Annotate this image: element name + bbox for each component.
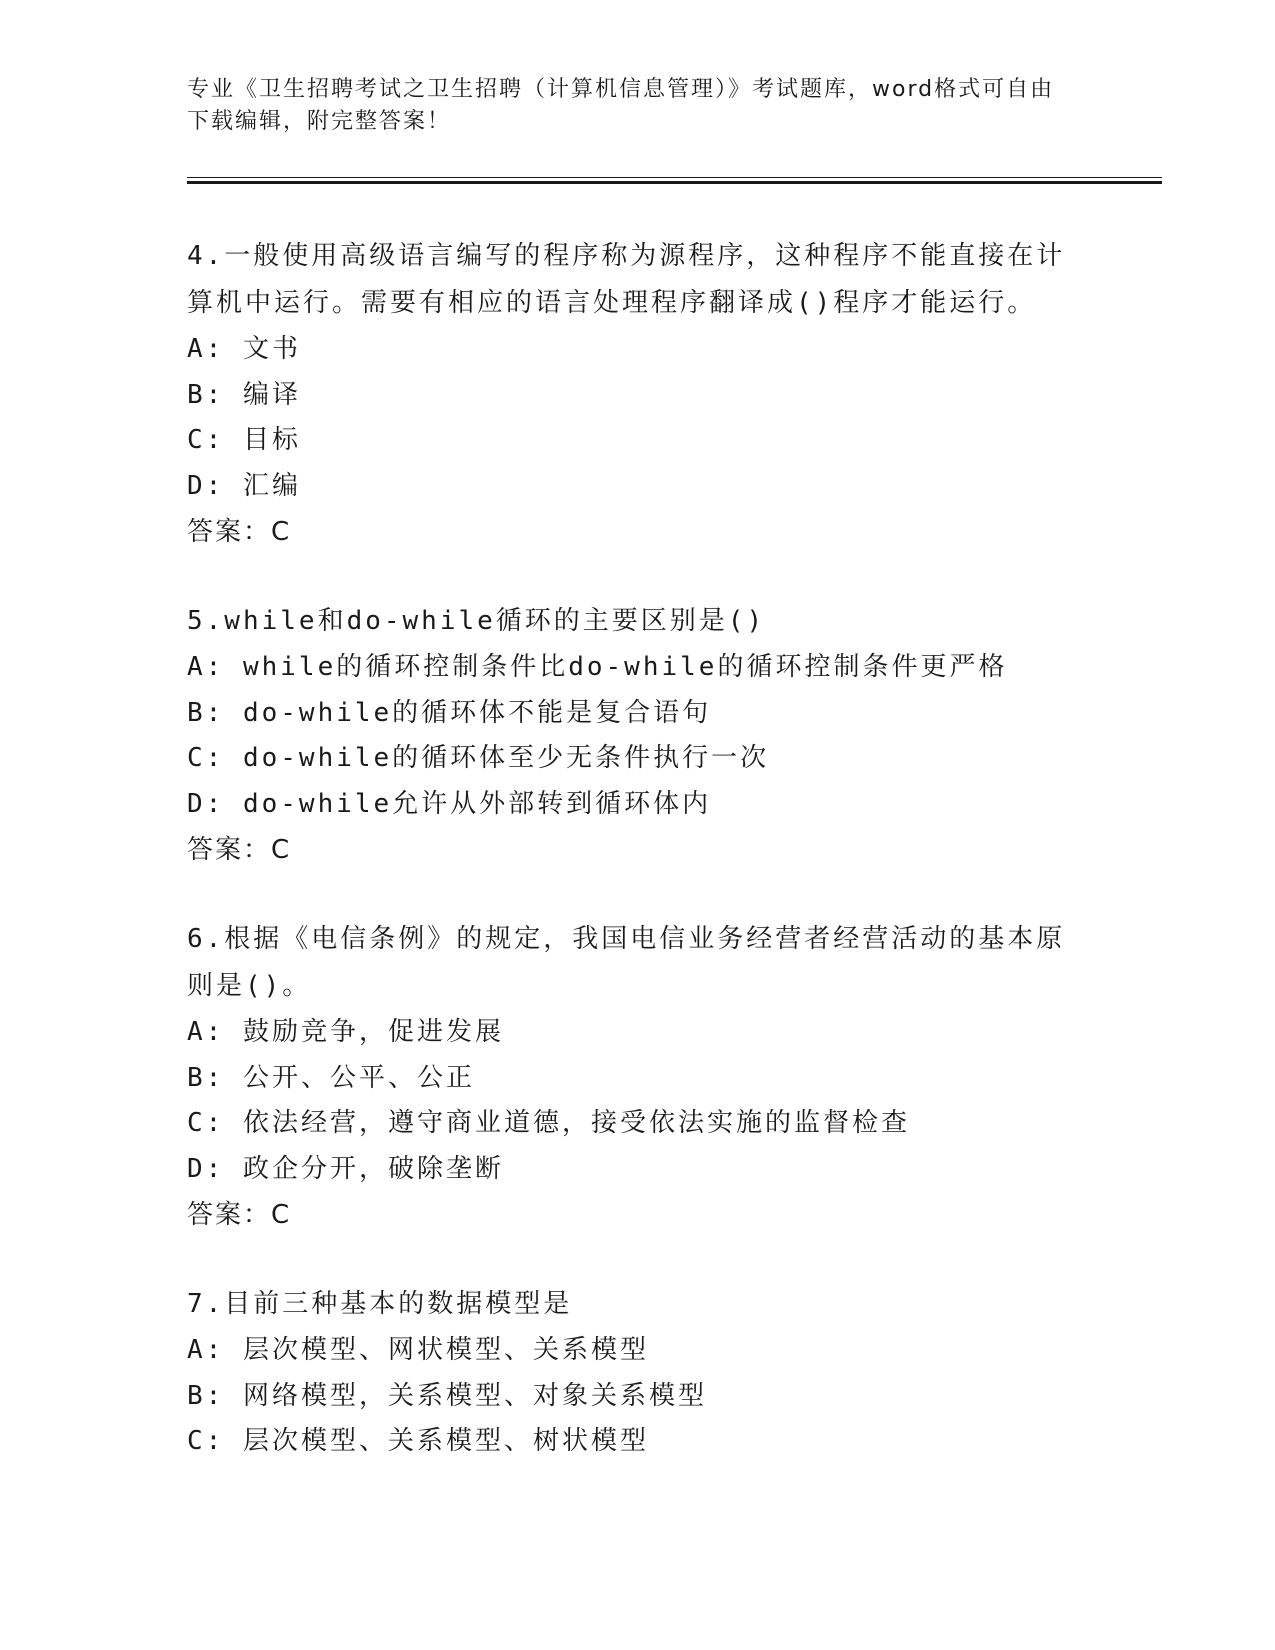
answer-line: 答案：C [187, 1200, 292, 1230]
option-b: B: 公开、公平、公正 [187, 1062, 475, 1093]
document-intro: 专业《卫生招聘考试之卫生招聘（计算机信息管理）》考试题库，word格式可自由下载编辑，附完整答案！ [187, 77, 1055, 134]
option-a: A: 文书 [187, 334, 301, 364]
option-b: B: 编译 [187, 379, 301, 410]
option-c: C: 依法经营，遵守商业道德，接受依法实施的监督检查 [187, 1108, 910, 1138]
header-divider-thin [187, 177, 1162, 178]
answer-line: 答案：C [187, 517, 292, 547]
question-5 [187, 598, 1087, 873]
option-d: D: 汇编 [187, 470, 301, 501]
question-list [187, 233, 1087, 1508]
question-7 [187, 1281, 1087, 1465]
option-a: A: 层次模型、网状模型、关系模型 [187, 1335, 649, 1365]
question-text: 5.while和do-while循环的主要区别是() [187, 606, 766, 636]
header-divider-thick [187, 181, 1162, 184]
question-text: 6.根据《电信条例》的规定，我国电信业务经营者经营活动的基本原则是()。 [187, 924, 1066, 1001]
answer-line: 答案：C [187, 835, 292, 865]
option-a: A: while的循环控制条件比do-while的循环控制条件更严格 [187, 652, 1008, 682]
question-text: 4.一般使用高级语言编写的程序称为源程序，这种程序不能直接在计算机中运行。需要有相应的语言处理程序翻译成()程序才能运行。 [187, 241, 1066, 318]
option-b: B: do-while的循环体不能是复合语句 [187, 697, 712, 728]
question-text: 7.目前三种基本的数据模型是 [187, 1289, 573, 1319]
option-b: B: 网络模型，关系模型、对象关系模型 [187, 1380, 707, 1411]
option-c: C: 目标 [187, 425, 301, 455]
option-d: D: do-while允许从外部转到循环体内 [187, 788, 712, 819]
option-c: C: do-while的循环体至少无条件执行一次 [187, 743, 770, 773]
question-4 [187, 233, 1087, 555]
option-c: C: 层次模型、关系模型、树状模型 [187, 1426, 649, 1456]
question-6 [187, 916, 1087, 1238]
option-a: A: 鼓励竞争，促进发展 [187, 1017, 504, 1047]
option-d: D: 政企分开，破除垄断 [187, 1153, 504, 1184]
